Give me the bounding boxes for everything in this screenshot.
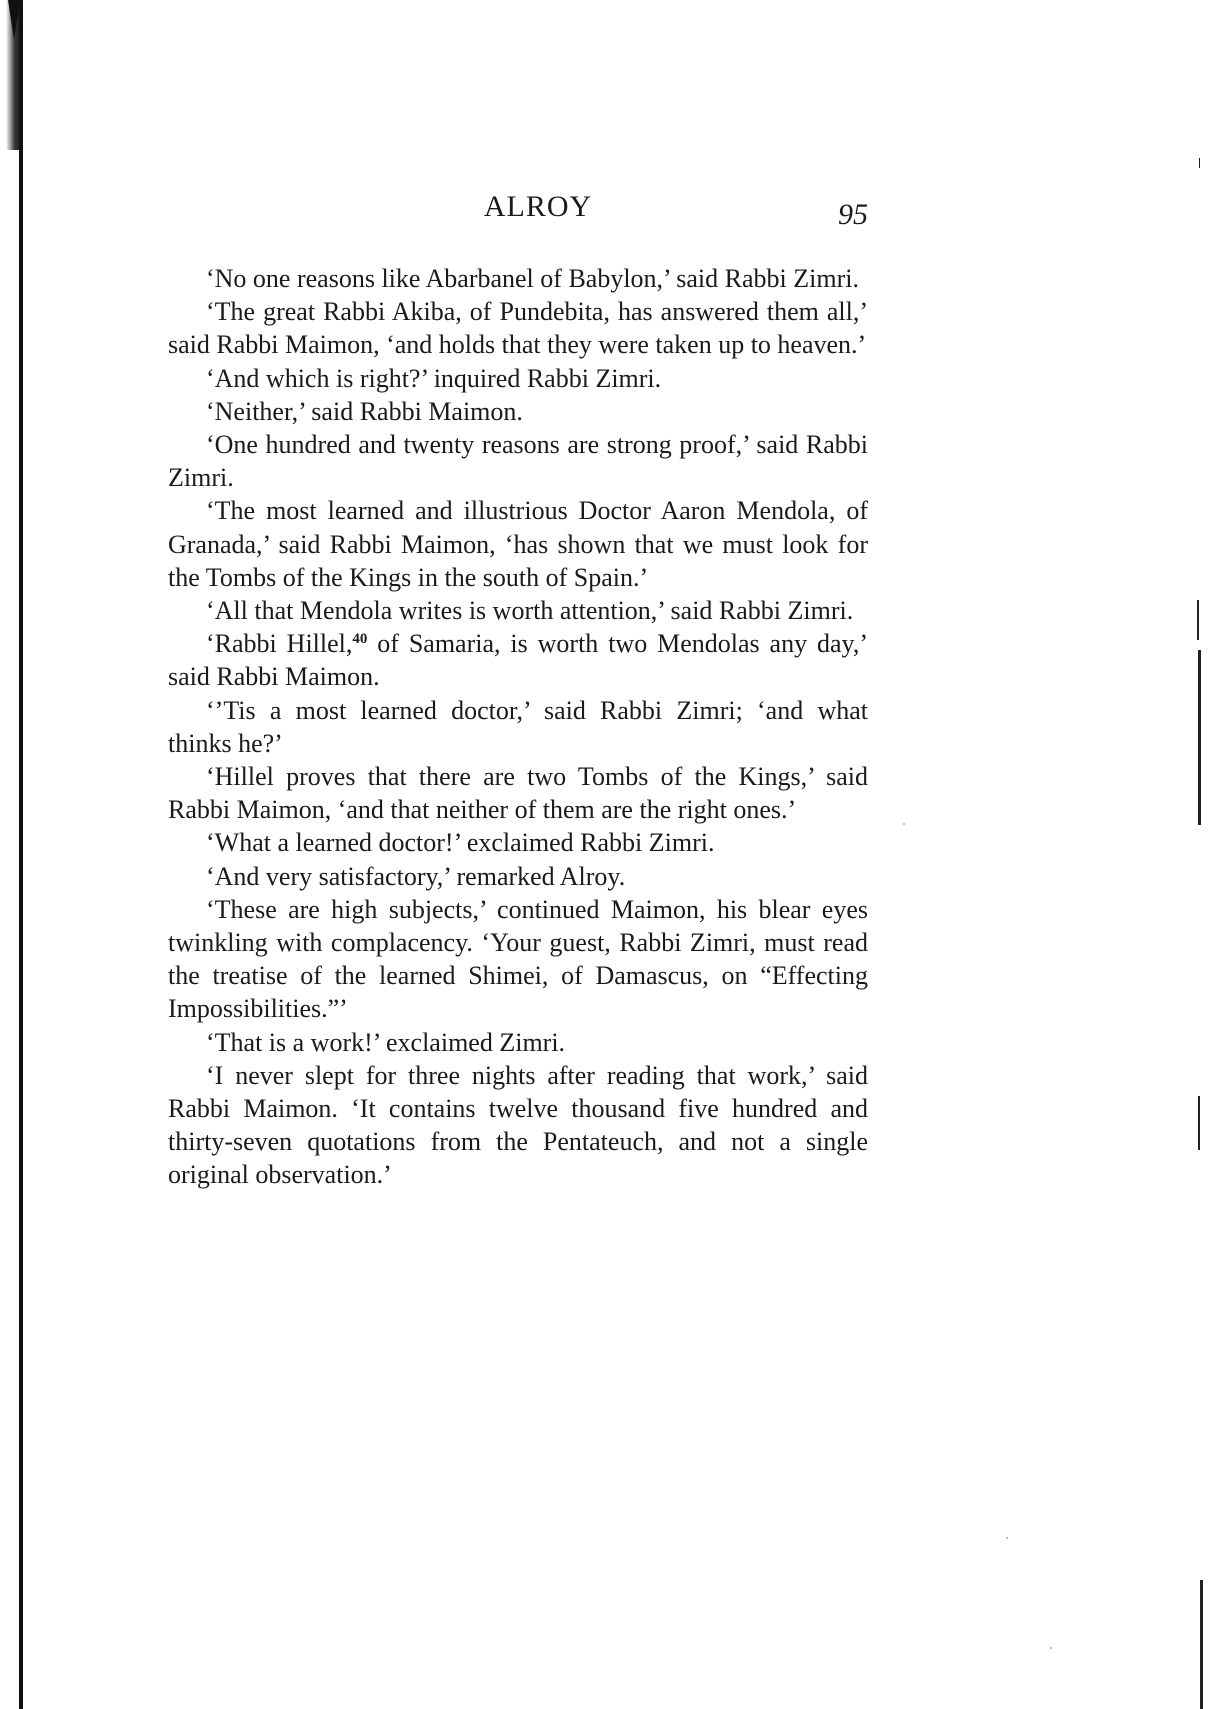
binding-edge [0,0,28,1709]
paragraph: ‘The great Rabbi Akiba, of Pundebita, has answered them all,’ said Rabbi Maimon, ‘and holds that they were taken up to heaven.’ [168,297,868,360]
paragraph: ‘’Tis a most learned doctor,’ said Rabbi Zimri; ‘and what thinks he?’ [168,695,868,758]
edge-mark [1198,650,1201,825]
speck [1006,1537,1008,1539]
running-head: ALROY [483,190,593,223]
edge-mark [1198,1096,1200,1150]
binding-line [19,0,23,1709]
page-number: 95 [838,198,868,231]
paragraph-text: of Samaria, is worth two Mendolas any day,’ said Rabbi Maimon. [168,629,868,692]
paragraph-text: ‘Rabbi Hillel, [206,629,353,659]
paragraph: ‘One hundred and twenty reasons are strong proof,’ said Rabbi Zimri. [168,430,868,493]
page-header [168,190,868,234]
edge-mark [1197,600,1199,640]
speck [903,823,905,825]
paragraph: ‘That is a work!’ exclaimed Zimri. [206,1027,566,1057]
paragraph: ‘And which is right?’ inquired Rabbi Zimri. [206,363,662,393]
paragraph: ‘Neither,’ said Rabbi Maimon. [206,396,523,426]
paragraph: ‘I never slept for three nights after reading that work,’ said Rabbi Maimon. ‘It contains twelve thousand five hundred and thirty-seven quotations from the Pentateuch, and not a single original observation.’ [168,1060,868,1190]
footnote-reference[interactable]: 40 [352,631,368,648]
paragraph: ‘Hillel proves that there are two Tombs of the Kings,’ said Rabbi Maimon, ‘and that neither of them are the right ones.’ [168,762,868,825]
body-text [168,262,868,1192]
edge-mark [1200,1580,1203,1709]
paragraph: ‘And very satisfactory,’ remarked Alroy. [206,861,626,891]
paragraph: ‘These are high subjects,’ continued Maimon, his blear eyes twinkling with complacency. ‘Your guest, Rabbi Zimri, must read the treatise of the learned Shimei, of Damascus, on “Effecting Impossibilities.”’ [168,894,868,1024]
paragraph-with-note [168,627,868,693]
paragraph: ‘All that Mendola writes is worth attention,’ said Rabbi Zimri. [206,596,854,626]
edge-mark [1199,158,1200,168]
paragraph: ‘No one reasons like Abarbanel of Babylon,’ said Rabbi Zimri. [206,264,859,293]
speck [1050,1647,1052,1649]
paragraph: ‘What a learned doctor!’ exclaimed Rabbi Zimri. [206,828,715,858]
paragraph: ‘The most learned and illustrious Doctor Aaron Mendola, of Granada,’ said Rabbi Maimon, ‘has shown that we must look for the Tombs of the Kings in the south of Spain.’ [168,496,868,592]
